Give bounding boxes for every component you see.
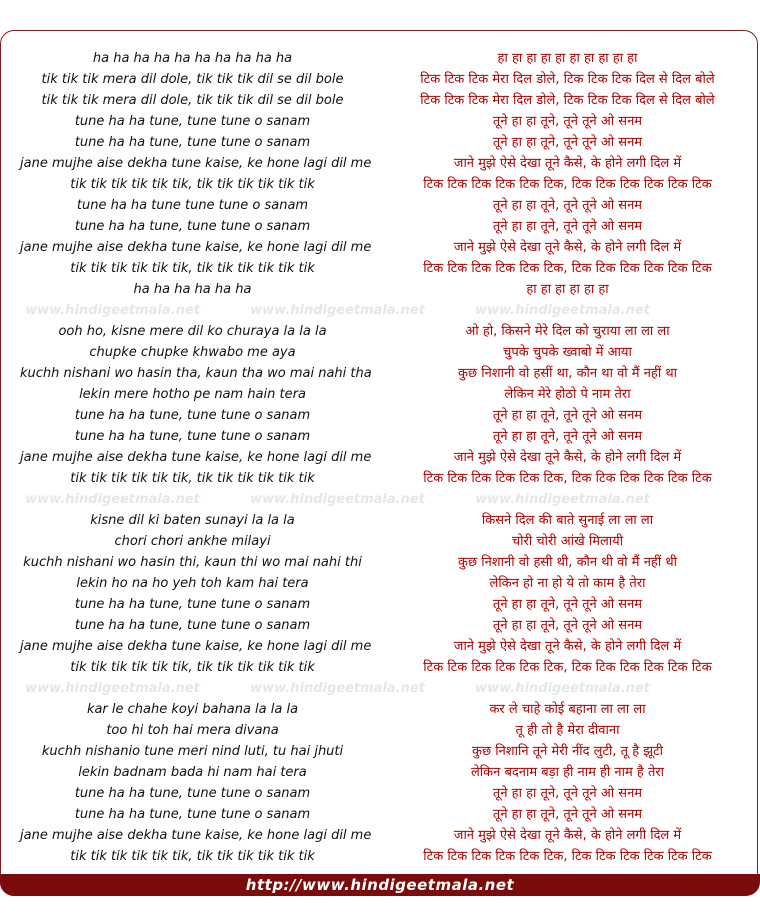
lyric-line-english: tik tik tik mera dil dole, tik tik tik dil se dil bole: [41, 72, 344, 87]
lyric-line-hindi: टिक टिक टिक टिक टिक टिक, टिक टिक टिक टिक टिक टिक: [423, 177, 712, 192]
lyric-line-english: lekin badnam bada hi nam hai tera: [78, 765, 307, 780]
lyric-line-hindi: जाने मुझे ऐसे देखा तूने कैसे, के होने लगी दिल में: [453, 639, 682, 654]
stanza-spacer: [395, 489, 740, 510]
lyric-line-hindi: कुछ निशानि तूने मेरी नींद लुटी, तू है झूटी: [471, 744, 664, 759]
lyric-line-english: tik tik tik tik tik tik, tik tik tik tik tik tik: [70, 177, 315, 192]
lyric-line-hindi: तूने हा हा तूने, तूने तूने ओ सनम: [492, 219, 643, 234]
lyric-line-english: tik tik tik tik tik tik, tik tik tik tik tik tik: [70, 261, 315, 276]
lyrics-hindi-column: [395, 48, 740, 867]
lyric-line-english: jane mujhe aise dekha tune kaise, ke hone lagi dil me: [20, 156, 372, 171]
stanza-spacer: [395, 300, 740, 321]
lyric-line-english: tik tik tik tik tik tik, tik tik tik tik tik tik: [70, 660, 315, 675]
lyric-line-hindi: हा हा हा हा हा हा: [526, 282, 609, 297]
lyric-line-hindi: तूने हा हा तूने, तूने तूने ओ सनम: [492, 807, 643, 822]
lyric-line-hindi: तूने हा हा तूने, तूने तूने ओ सनम: [492, 429, 643, 444]
watermark-text: www.hindigeetmala.net: [475, 681, 650, 696]
lyric-line-hindi: तूने हा हा तूने, तूने तूने ओ सनम: [492, 786, 643, 801]
lyric-line-hindi: जाने मुझे ऐसे देखा तूने कैसे, के होने लगी दिल में: [453, 240, 682, 255]
lyric-line-english: jane mujhe aise dekha tune kaise, ke hone lagi dil me: [20, 450, 372, 465]
watermark-text: www.hindigeetmala.net: [250, 492, 425, 507]
watermark-row: [0, 678, 650, 699]
lyric-line-hindi: तूने हा हा तूने, तूने तूने ओ सनम: [492, 597, 643, 612]
watermark-text: www.hindigeetmala.net: [250, 681, 425, 696]
lyric-line-hindi: टिक टिक टिक टिक टिक टिक, टिक टिक टिक टिक टिक टिक: [423, 261, 712, 276]
lyric-line-english: tune ha ha tune, tune tune o sanam: [74, 219, 311, 234]
lyric-line-hindi: कुछ निशानी वो हसी थी, कौन थी वो मैं नहीं थी: [457, 555, 678, 570]
lyric-line-english: tune ha ha tune, tune tune o sanam: [74, 786, 311, 801]
lyric-line-hindi: तूने हा हा तूने, तूने तूने ओ सनम: [492, 198, 643, 213]
lyric-line-english: tune ha ha tune, tune tune o sanam: [74, 597, 311, 612]
lyric-line-english: tune ha ha tune, tune tune o sanam: [74, 114, 311, 129]
footer-url[interactable]: http://www.hindigeetmala.net: [245, 876, 515, 894]
lyric-line-hindi: कर ले चाहे कोई बहाना ला ला ला: [489, 702, 646, 717]
stanza-spacer: [395, 678, 740, 699]
lyric-line-hindi: तूने हा हा तूने, तूने तूने ओ सनम: [492, 114, 643, 129]
lyric-line-hindi: टिक टिक टिक टिक टिक टिक, टिक टिक टिक टिक टिक टिक: [423, 471, 712, 486]
lyric-line-english: kuchh nishani wo hasin thi, kaun thi wo mai nahi thi: [23, 555, 362, 570]
lyric-line-hindi: टिक टिक टिक मेरा दिल डोले, टिक टिक टिक दिल से दिल बोले: [420, 72, 715, 87]
lyric-line-hindi: टिक टिक टिक मेरा दिल डोले, टिक टिक टिक दिल से दिल बोले: [420, 93, 715, 108]
lyric-line-english: tune ha ha tune, tune tune o sanam: [74, 618, 311, 633]
lyric-line-english: tune ha ha tune, tune tune o sanam: [74, 408, 311, 423]
watermark-text: www.hindigeetmala.net: [25, 492, 200, 507]
lyric-line-english: kuchh nishanio tune meri nind luti, tu hai jhuti: [41, 744, 344, 759]
lyric-line-hindi: टिक टिक टिक टिक टिक टिक, टिक टिक टिक टिक टिक टिक: [423, 849, 712, 864]
lyric-line-english: jane mujhe aise dekha tune kaise, ke hone lagi dil me: [20, 828, 372, 843]
lyric-line-hindi: चुपके चुपके ख्वाबो में आया: [503, 345, 632, 360]
lyric-line-english: ha ha ha ha ha ha ha ha ha ha: [92, 51, 293, 66]
lyric-line-hindi: जाने मुझे ऐसे देखा तूने कैसे, के होने लगी दिल में: [453, 450, 682, 465]
lyric-line-english: tik tik tik mera dil dole, tik tik tik dil se dil bole: [41, 93, 344, 108]
lyric-line-english: lekin ho na ho yeh toh kam hai tera: [76, 576, 309, 591]
lyric-line-hindi: ओ हो, किसने मेरे दिल को चुराया ला ला ला: [465, 324, 670, 339]
lyric-line-english: lekin mere hotho pe nam hain tera: [79, 387, 306, 402]
lyric-line-english: tune ha ha tune tune tune o sanam: [76, 198, 309, 213]
lyric-line-english: jane mujhe aise dekha tune kaise, ke hone lagi dil me: [20, 639, 372, 654]
lyric-line-english: tik tik tik tik tik tik, tik tik tik tik tik tik: [70, 471, 315, 486]
watermark-text: www.hindigeetmala.net: [475, 492, 650, 507]
lyric-line-english: chupke chupke khwabo me aya: [89, 345, 296, 360]
footer-bar: [0, 874, 760, 896]
lyric-line-hindi: तूने हा हा तूने, तूने तूने ओ सनम: [492, 618, 643, 633]
lyric-line-hindi: कुछ निशानी वो हसीं था, कौन था वो मैं नहीं था: [457, 366, 678, 381]
watermark-text: www.hindigeetmala.net: [25, 303, 200, 318]
lyric-line-english: tune ha ha tune, tune tune o sanam: [74, 429, 311, 444]
lyric-line-hindi: लेकिन हो ना हो ये तो काम है तेरा: [489, 576, 646, 591]
lyric-line-hindi: तूने हा हा तूने, तूने तूने ओ सनम: [492, 135, 643, 150]
lyric-line-english: tune ha ha tune, tune tune o sanam: [74, 135, 311, 150]
lyric-line-english: ooh ho, kisne mere dil ko churaya la la la: [58, 324, 327, 339]
lyric-line-hindi: लेकिन मेरे होठो पे नाम तेरा: [504, 387, 631, 402]
lyric-line-hindi: जाने मुझे ऐसे देखा तूने कैसे, के होने लगी दिल में: [453, 828, 682, 843]
lyric-line-hindi: टिक टिक टिक टिक टिक टिक, टिक टिक टिक टिक टिक टिक: [423, 660, 712, 675]
watermark-row: [0, 300, 650, 321]
lyric-line-english: too hi toh hai mera divana: [106, 723, 279, 738]
lyric-line-hindi: तू ही तो है मेरा दीवाना: [515, 723, 620, 738]
lyric-line-hindi: तूने हा हा तूने, तूने तूने ओ सनम: [492, 408, 643, 423]
lyric-line-english: tune ha ha tune, tune tune o sanam: [74, 807, 311, 822]
lyric-line-english: ha ha ha ha ha ha: [133, 282, 252, 297]
lyric-line-hindi: जाने मुझे ऐसे देखा तूने कैसे, के होने लगी दिल में: [453, 156, 682, 171]
lyric-line-english: kisne dil ki baten sunayi la la la: [90, 513, 295, 528]
watermark-text: www.hindigeetmala.net: [250, 303, 425, 318]
lyric-line-hindi: लेकिन बदनाम बड़ा ही नाम ही नाम है तेरा: [470, 765, 665, 780]
lyric-line-hindi: हा हा हा हा हा हा हा हा हा हा: [497, 51, 638, 66]
lyric-line-english: jane mujhe aise dekha tune kaise, ke hone lagi dil me: [20, 240, 372, 255]
lyric-line-hindi: चोरी चोरी आंखे मिलायी: [511, 534, 624, 549]
watermark-row: [0, 489, 650, 510]
lyric-line-english: tik tik tik tik tik tik, tik tik tik tik tik tik: [70, 849, 315, 864]
watermark-text: www.hindigeetmala.net: [475, 303, 650, 318]
lyric-line-english: kar le chahe koyi bahana la la la: [86, 702, 299, 717]
lyric-line-hindi: किसने दिल की बाते सुनाई ला ला ला: [481, 513, 654, 528]
watermark-text: www.hindigeetmala.net: [25, 681, 200, 696]
lyric-line-english: chori chori ankhe milayi: [114, 534, 271, 549]
lyric-line-english: kuchh nishani wo hasin tha, kaun tha wo mai nahi tha: [20, 366, 372, 381]
